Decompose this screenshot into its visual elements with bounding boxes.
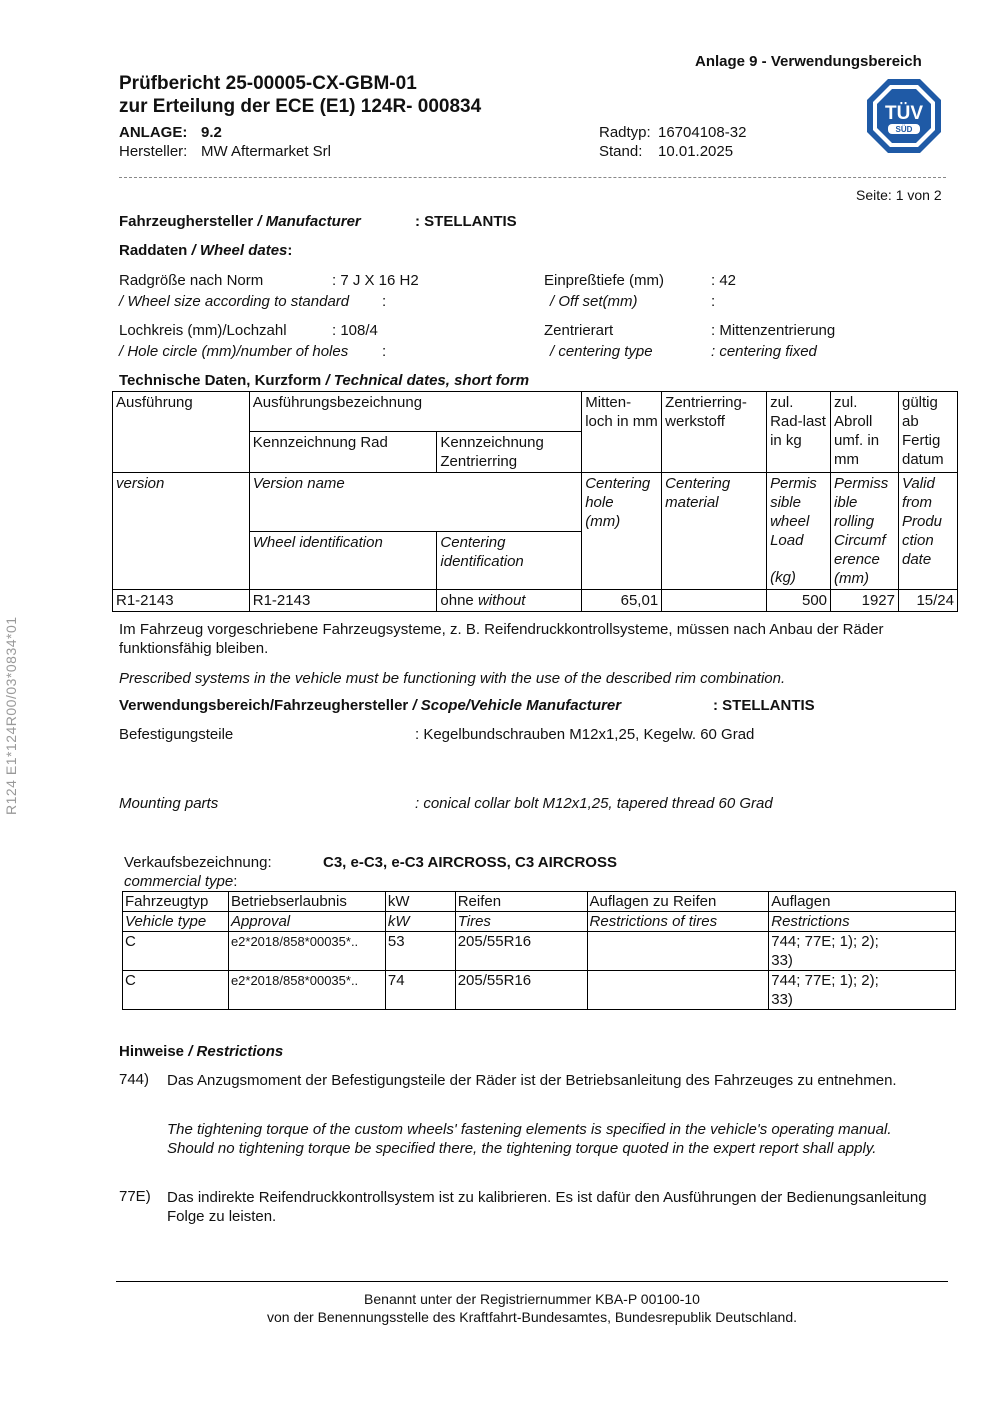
cell-vehicle-type: C <box>123 971 229 1010</box>
th-wheel-identification: Wheel identification <box>249 531 437 590</box>
raddaten-colon: : <box>287 242 293 259</box>
mounting-en-value: : conical collar bolt M12x1,25, tapered thread 60 Grad <box>415 795 773 812</box>
mounting-de: Befestigungsteile <box>119 726 234 743</box>
th-auflagen: Auflagen <box>769 892 956 912</box>
manufacturer-value: : STELLANTIS <box>415 213 517 230</box>
note-744-number: 744) <box>119 1071 150 1088</box>
sales-value: C3, e-C3, e-C3 AIRCROSS, C3 AIRCROSS <box>323 854 617 871</box>
cell-restrictions-tires <box>587 932 769 971</box>
th-auflagen-reifen: Auflagen zu Reifen <box>587 892 769 912</box>
manufacturer-label-en: / Manufacturer <box>257 213 361 230</box>
stand-value: 10.01.2025 <box>658 143 734 160</box>
th-ausfuehrungsbezeichnung: Ausführungsbezeichnung <box>249 392 581 432</box>
notes-heading-en: / Restrictions <box>188 1043 284 1060</box>
th-fahrzeugtyp: Fahrzeugtyp <box>123 892 229 912</box>
th-zentrierringwerkstoff: Zentrierring-werkstoff <box>662 392 767 473</box>
cell-zentrierringwerkstoff <box>662 590 767 612</box>
wheel-size-de: Radgröße nach Norm <box>119 272 264 289</box>
hersteller-label: Hersteller: <box>119 143 188 160</box>
th-reifen: Reifen <box>455 892 587 912</box>
vehicle-table-header-en <box>123 912 956 932</box>
table-row <box>123 971 956 1010</box>
systems-text-en: Prescribed systems in the vehicle must be functioning with the use of the described rim combination. <box>119 670 786 687</box>
th-mittenloch: Mitten-loch in mm <box>582 392 662 473</box>
cell-kennzent-de: ohne <box>440 592 474 609</box>
table-row <box>113 590 958 612</box>
cell-kennzeichnung-rad: R1-2143 <box>249 590 437 612</box>
systems-text-de: Im Fahrzeug vorgeschriebene Fahrzeugsysteme, z. B. Reifendruckkontrollsysteme, müssen nach Anbau der Räder funktionsfähig bleiben. <box>119 621 884 657</box>
offset-en: / Off set(mm) <box>550 293 638 310</box>
hole-circle-value: : 108/4 <box>332 322 378 339</box>
side-reference: R124 E1*124R00/03*0834*01 <box>3 616 19 815</box>
th-version: version <box>113 473 250 590</box>
logo-text-tuv: TÜV <box>885 103 923 124</box>
page-number: Seite: 1 von 2 <box>856 187 942 203</box>
th-abrollumfang: zul. Abroll umf. in mm <box>831 392 899 473</box>
note-77e-number: 77E) <box>119 1188 151 1205</box>
wheel-size-value: : 7 J X 16 H2 <box>332 272 419 289</box>
report-title: Prüfbericht 25-00005-CX-GBM-01 <box>119 73 417 94</box>
centering-value: : Mittenzentrierung <box>711 322 836 339</box>
manufacturer-line <box>119 213 361 230</box>
note-744-text-en: The tightening torque of the custom wheels' fastening elements is specified in the vehicle's operating manual. Should no tightening torque be specified there, the tightening torque quoted in the expert report shall apply. <box>167 1121 892 1157</box>
anlage-value: 9.2 <box>201 124 222 141</box>
tech-heading-en: / Technical dates, short form <box>325 372 530 389</box>
hole-circle-en: / Hole circle (mm)/number of holes <box>119 343 349 360</box>
tuv-logo <box>866 78 942 154</box>
th-restrictions-tires: Restrictions of tires <box>587 912 769 932</box>
th-tires: Tires <box>455 912 587 932</box>
th-centering-material: Centering material <box>662 473 767 590</box>
sales-colon: : <box>233 873 238 890</box>
th-permissible-load-unit: (kg) <box>770 569 796 586</box>
cell-kennzeichnung-zentrierring <box>437 590 582 612</box>
th-gueltig: gültig ab Fertig datum <box>898 392 957 473</box>
raddaten-heading <box>119 242 292 259</box>
tech-heading-de: Technische Daten, Kurzform <box>119 372 322 389</box>
th-kennzeichnung-zentrierring: Kennzeichnung Zentrierring <box>437 432 582 473</box>
wheel-size-en-value: : <box>382 293 387 310</box>
scope-value: : STELLANTIS <box>713 697 815 714</box>
th-centering-hole <box>582 473 662 590</box>
note-77e-text-de: Das indirekte Reifendruckkontrollsystem ist zu kalibrieren. Es ist dafür den Ausführungen der Bedienungsanleitung Folge zu leisten. <box>167 1189 927 1225</box>
th-centering-identification: Centering identification <box>437 531 582 590</box>
hole-circle-de: Lochkreis (mm)/Lochzahl <box>119 322 287 339</box>
scope-heading <box>119 697 621 714</box>
raddaten-label-de: Raddaten <box>119 242 188 259</box>
note-744-text-de: Das Anzugsmoment der Befestigungsteile der Räder ist der Betriebsanleitung des Fahrzeuges zu entnehmen. <box>167 1072 897 1089</box>
notes-heading-de: Hinweise <box>119 1043 185 1060</box>
footer-divider <box>116 1281 948 1282</box>
th-kw: kW <box>385 892 455 912</box>
scope-label-en: / Scope/Vehicle Manufacturer <box>412 697 622 714</box>
cell-kw: 74 <box>385 971 455 1010</box>
anlage-label: ANLAGE: <box>119 124 188 141</box>
mounting-en: Mounting parts <box>119 795 219 812</box>
sales-label-en-line <box>124 873 237 890</box>
cell-mittenloch: 65,01 <box>582 590 662 612</box>
cell-kw: 53 <box>385 932 455 971</box>
cell-approval: e2*2018/858*00035*.. <box>228 971 385 1010</box>
mounting-de-value: : Kegelbundschrauben M12x1,25, Kegelw. 60 Grad <box>415 726 755 743</box>
centering-de: Zentrierart <box>544 322 614 339</box>
tech-heading <box>119 372 529 389</box>
scope-label-de: Verwendungsbereich/Fahrzeughersteller <box>119 697 409 714</box>
sales-label-de: Verkaufsbezeichnung: <box>124 854 272 871</box>
cell-approval: e2*2018/858*00035*.. <box>228 932 385 971</box>
th-radlast: zul. Rad-last in kg <box>767 392 831 473</box>
th-valid-from: Valid from Produ ction date <box>898 473 957 590</box>
vehicle-table-header-de <box>123 892 956 912</box>
report-subtitle: zur Erteilung der ECE (E1) 124R- 000834 <box>119 96 482 117</box>
cell-kennzent-en: without <box>477 592 526 609</box>
cell-tires: 205/55R16 <box>455 971 587 1010</box>
cell-restrictions: 744; 77E; 1); 2); 33) <box>769 932 956 971</box>
logo-text-sud: SÜD <box>895 125 913 134</box>
radtyp-label: Radtyp: <box>599 124 651 141</box>
th-kennzeichnung-rad: Kennzeichnung Rad <box>249 432 437 473</box>
cell-vehicle-type: C <box>123 932 229 971</box>
footer-line-1: Benannt unter der Registriernummer KBA-P 00100-10 <box>364 1291 700 1307</box>
anlage-top: Anlage 9 - Verwendungsbereich <box>695 53 922 70</box>
cell-radlast: 500 <box>767 590 831 612</box>
wheel-size-en: / Wheel size according to standard <box>119 293 350 310</box>
th-centering-hole-unit: (mm) <box>585 513 621 530</box>
notes-heading <box>119 1043 283 1060</box>
cell-abrollumfang: 1927 <box>831 590 899 612</box>
radtyp-value: 16704108-32 <box>658 124 747 141</box>
sales-label-en: commercial type <box>124 873 234 890</box>
cell-ausfuehrung: R1-2143 <box>113 590 250 612</box>
hersteller-value: MW Aftermarket Srl <box>201 143 332 160</box>
th-betriebserlaubnis: Betriebserlaubnis <box>228 892 385 912</box>
vehicle-table <box>122 891 956 1010</box>
th-version-name: Version name <box>249 473 581 532</box>
cell-tires: 205/55R16 <box>455 932 587 971</box>
th-permissible-load-label: Permis sible wheel Load <box>770 475 817 549</box>
th-permissible-load <box>767 473 831 590</box>
offset-value: : 42 <box>711 272 737 289</box>
th-restrictions: Restrictions <box>769 912 956 932</box>
manufacturer-label-de: Fahrzeughersteller <box>119 213 254 230</box>
header-divider <box>119 177 946 178</box>
th-rolling-circumference: Permiss ible rolling Circumf erence (mm) <box>831 473 899 590</box>
hole-circle-en-value: : <box>382 343 387 360</box>
cell-restrictions-tires <box>587 971 769 1010</box>
th-ausfuehrung: Ausführung <box>113 392 250 473</box>
th-approval: Approval <box>228 912 385 932</box>
centering-en: / centering type <box>550 343 653 360</box>
raddaten-label-en: / Wheel dates <box>191 242 288 259</box>
th-centering-hole-label: Centering hole <box>585 475 651 511</box>
th-kw-en: kW <box>385 912 455 932</box>
cell-gueltig: 15/24 <box>898 590 957 612</box>
table-row <box>123 932 956 971</box>
th-vehicle-type: Vehicle type <box>123 912 229 932</box>
centering-en-value: : centering fixed <box>711 343 817 360</box>
offset-de: Einpreßtiefe (mm) <box>544 272 665 289</box>
cell-restrictions: 744; 77E; 1); 2); 33) <box>769 971 956 1010</box>
offset-en-value: : <box>711 293 716 310</box>
stand-label: Stand: <box>599 143 643 160</box>
tech-table <box>112 391 958 612</box>
footer-line-2: von der Benennungsstelle des Kraftfahrt-Bundesamtes, Bundesrepublik Deutschland. <box>267 1309 797 1325</box>
